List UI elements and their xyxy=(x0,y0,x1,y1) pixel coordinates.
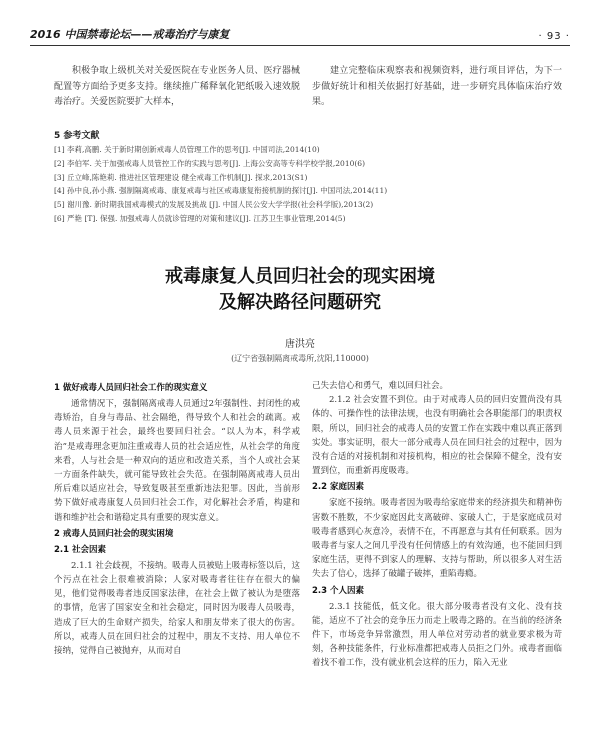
continued-paragraph: 己失去信心和勇气，难以回归社会。 xyxy=(312,381,449,391)
reference-item: [1] 李莉,高鹏. 关于新时期创新戒毒人员管理工作的思考[J]. 中国司法,2014(10) xyxy=(54,145,320,154)
section-1-paragraph: 通常情况下，强制隔离戒毒人员通过2年强制性、封闭性的戒毒矫治，自身与毒品、社会隔绝，得导致个人和社会的疏离。戒毒人员来源于社会，最终也要回归社会。“以人为本，科学戒治”是戒毒理念更加注重戒毒人员的社会适应性，从社会学的角度来看，人与社会是一种双向的适应和改造关系，当个人或社会某一方面条件缺失，就可能导致社会失范。在强制隔离戒毒人员出所后难以适应社会，导致复吸甚至重新违法犯罪。因此，当前形势下做好戒毒康复人员回归社会工作，对化解社会矛盾，构建和谐和维护社会和谐稳定具有重要的现实意义。 xyxy=(54,399,300,523)
section-2-2-paragraph: 家庭不接纳。吸毒者因为吸毒给家庭带来的经济损失和精神伤害数不胜数，不少家庭因此支离破碎、家破人亡，于是家庭成员对吸毒者感到心灰意冷，表情不在，不再愿意与其有任何联系。因为吸毒者与家人之间几乎没有任何情感上的有效沟通，也不能回归到家庭生活，更得不到家人的理解、支持与帮助，所以很多人对生活失去了信心，选择了破罐子破摔，重陷毒瘾。 xyxy=(312,498,562,580)
title-line-2: 及解决路径问题研究 xyxy=(219,292,381,313)
top-right-column xyxy=(312,64,562,111)
reference-item: [5] 谢川豫. 新时期我国戒毒模式的发展及挑战 [J]. 中国人民公安大学学报(社会科学版),2013(2) xyxy=(54,200,374,210)
body-left-column xyxy=(54,379,300,658)
body-right-column xyxy=(312,379,562,671)
top-left-column xyxy=(54,64,300,111)
section-2-3-heading: 2.3 个人因素 xyxy=(312,585,365,596)
running-header xyxy=(30,26,570,46)
reference-item: [6] 严艳 [T]. 保强. 加强戒毒人员就诊管理的对策和建议[J]. 江苏卫生事业管理,2014(5) xyxy=(54,213,346,223)
section-1-heading: 1 做好戒毒人员回归社会工作的现实意义 xyxy=(54,383,208,393)
top-left-paragraph: 积极争取上级机关对关爱医院在专业医务人员、医疗器械配置等方面给予更多支持。继续推广稀释氧化钯纸吸入速效脱毒治疗。关爱医院要扩大样本， xyxy=(54,66,300,107)
section-2-2-heading: 2.2 家庭因素 xyxy=(312,482,365,493)
reference-item: [3] 丘立峰,陈艳莉. 推进社区管理建设 健全戒毒工作机制[J]. 探求,2013(S1) xyxy=(54,172,308,182)
top-right-paragraph: 建立完整临床观察表和视频资料，进行项目评估，为下一步做好统计和相关依据打好基础，进一步研究具体临床治疗效果。 xyxy=(312,66,562,107)
article-title xyxy=(0,264,600,316)
title-line-1: 戒毒康复人员回归社会的现实困境 xyxy=(165,266,435,287)
references-heading: 5 参考文献 xyxy=(54,131,100,141)
article-author: 唐洪亮 xyxy=(285,339,315,350)
author-affiliation: (辽宁省强制隔离戒毒所,沈阳,110000) xyxy=(231,354,369,363)
section-2-1-1-paragraph: 2.1.1 社会歧视，不接纳。吸毒人员被贴上吸毒标签以后，这个污点在社会上很难被消除；人家对吸毒者往往存在很大的偏见，他们觉得吸毒者违反国家法律，在社会上做了被认为是堕落的事情，危害了国家安全和社会稳定，同时因为吸毒人员吸毒，造成了巨大的生命财产损失，给家人和朋友带来了很大的伤害。所以，戒毒人员在回归社会的过程中，朋友不支持、用人单位不接纳，觉得自己被抛弃，从而对自 xyxy=(54,560,300,657)
section-2-1-heading: 2.1 社会因素 xyxy=(54,544,107,555)
references-section xyxy=(54,128,566,226)
reference-item: [4] 孙中良,孙小燕. 强制隔离戒毒、康复戒毒与社区戒毒康复衔接机制的探讨[J]. 中国司法,2014(11) xyxy=(54,186,388,196)
section-2-3-1-paragraph: 2.3.1 技能低，低文化。很大部分吸毒者没有文化、没有技能，适应不了社会的竞争压力而走上吸毒之路的。在当前的经济条件下，市场竞争异常激烈，用人单位对劳动者的就业要求极为苛刻，各种技能条件，行业标准都把戒毒人员拒之门外。戒毒者面临着找不着工作，没有就业机会这样的压力，陷入无业 xyxy=(312,601,562,669)
journal-title: 2016 中国禁毒论坛——戒毒治疗与康复 xyxy=(30,28,230,41)
section-2-1-2-paragraph: 2.1.2 社会安置不到位。由于对戒毒人员的回归安置尚没有具体的、可操作性的法律法规，也没有明确社会各职能部门的职责权限，所以，回归社会的戒毒人员的安置工作在实践中难以真正落到实处。事实证明，很大一部分戒毒人员在回归社会的过程中，因为没有合适的对接机制和对接机构，相应的社会保障不健全，没有安置到位，而重新再度吸毒。 xyxy=(312,395,562,477)
reference-item: [2] 李伯军. 关于加强戒毒人员管控工作的实践与思考[J]. 上海公安高等专科学校学报,2010(6) xyxy=(54,158,365,168)
section-2-heading: 2 戒毒人员回归社会的现实困境 xyxy=(54,528,174,539)
page-number: · 93 · xyxy=(538,31,570,42)
